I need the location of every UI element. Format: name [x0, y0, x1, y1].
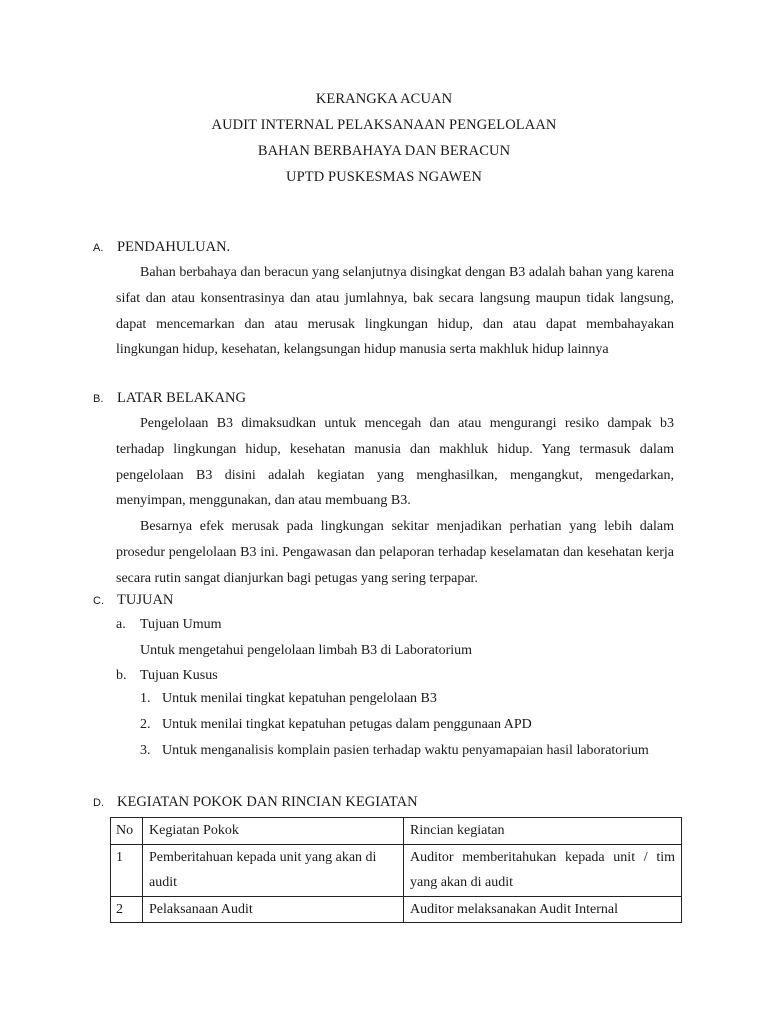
section-letter: A. [93, 242, 104, 254]
list-number: 2. [140, 717, 151, 732]
title-line: KERANGKA ACUAN [315, 91, 453, 107]
section-heading-text: PENDAHULUAN. [117, 239, 231, 255]
table-header-row [111, 818, 682, 845]
list-number: 1. [140, 691, 151, 706]
list-marker: a. [116, 617, 126, 632]
section-heading-text: TUJUAN [117, 592, 174, 608]
title-line: BAHAN BERBAHAYA DAN BERACUN [257, 143, 511, 159]
title-line: UPTD PUSKESMAS NGAWEN [286, 169, 482, 185]
document-title [0, 86, 768, 190]
table-row [111, 844, 682, 896]
list-item [140, 686, 674, 712]
table-header-cell: Rincian kegiatan [404, 818, 682, 845]
title-line: AUDIT INTERNAL PELAKSANAAN PENGELOLAAN [211, 117, 557, 133]
list-label: Tujuan Umum [140, 617, 222, 632]
section-b-paragraph-2: Besarnya efek merusak pada lingkungan sekitar menjadikan perhatian yang lebih dalam prosedur pengelolaan B3 ini. Pengawasan dan pelaporan terhadap keselamatan dan kesehatan kerja secara rutin sangat dianjurkan bagi petugas yang sering terpapar. [116, 519, 674, 586]
kegiatan-table [110, 817, 682, 923]
table-row [111, 896, 682, 923]
list-number: 3. [140, 743, 151, 758]
table-cell: Pelaksanaan Audit [143, 896, 404, 923]
section-a-paragraph: Bahan berbahaya dan beracun yang selanjutnya disingkat dengan B3 adalah bahan yang karena sifat dan atau konsentrasinya dan atau jumlahnya, bak secara langsung maupun tidak langsung, dapat mencemarkan dan atau merusak lingkungan hidup, dan atau dapat membahayakan lingkungan hidup, kesehatan, kelangsungan hidup manusia serta makhluk hidup lainnya [116, 265, 674, 358]
table-cell: Auditor melaksanakan Audit Internal [404, 896, 682, 923]
section-b-heading [93, 388, 246, 409]
list-item-text: Untuk menilai tingkat kepatuhan pengelolaan B3 [162, 691, 437, 706]
table-cell: 1 [111, 844, 143, 896]
table-cell: Pemberitahuan kepada unit yang akan di audit [143, 844, 404, 896]
table-cell: Auditor memberitahukan kepada unit / tim yang akan di audit [404, 844, 682, 896]
tujuan-umum-text: Untuk mengetahui pengelolaan limbah B3 di Laboratorium [140, 643, 473, 658]
list-item-text: Untuk menilai tingkat kepatuhan petugas dalam penggunaan APD [162, 717, 532, 732]
section-c-heading [93, 590, 173, 611]
list-marker: b. [116, 668, 127, 683]
table-header-cell: No [111, 818, 143, 845]
section-d-heading [93, 792, 418, 813]
section-b-paragraph-1: Pengelolaan B3 dimaksudkan untuk mencegah dan atau mengurangi resiko dampak b3 terhadap lingkungan hidup, kesehatan manusia dan makhluk hidup. Yang termasuk dalam pengelolaan B3 disini adalah kegiatan yang menghasilkan, mengangkut, mengedarkan, menyimpan, menggunakan, dan atau membuang B3. [116, 416, 674, 509]
table-header-cell: Kegiatan Pokok [143, 818, 404, 845]
section-letter: D. [93, 797, 104, 809]
list-item [140, 738, 674, 764]
table-cell: 2 [111, 896, 143, 923]
tujuan-kusus-label [116, 666, 218, 686]
section-heading-text: KEGIATAN POKOK DAN RINCIAN KEGIATAN [117, 794, 418, 810]
section-a-heading [93, 237, 230, 258]
list-item [140, 712, 674, 738]
list-item-text: Untuk menganalisis komplain pasien terhadap waktu penyamapaian hasil laboratorium [162, 743, 649, 758]
section-letter: B. [93, 393, 104, 405]
list-label: Tujuan Kusus [140, 668, 218, 683]
section-letter: C. [93, 595, 104, 607]
section-heading-text: LATAR BELAKANG [117, 390, 246, 406]
tujuan-umum-label [116, 615, 222, 635]
